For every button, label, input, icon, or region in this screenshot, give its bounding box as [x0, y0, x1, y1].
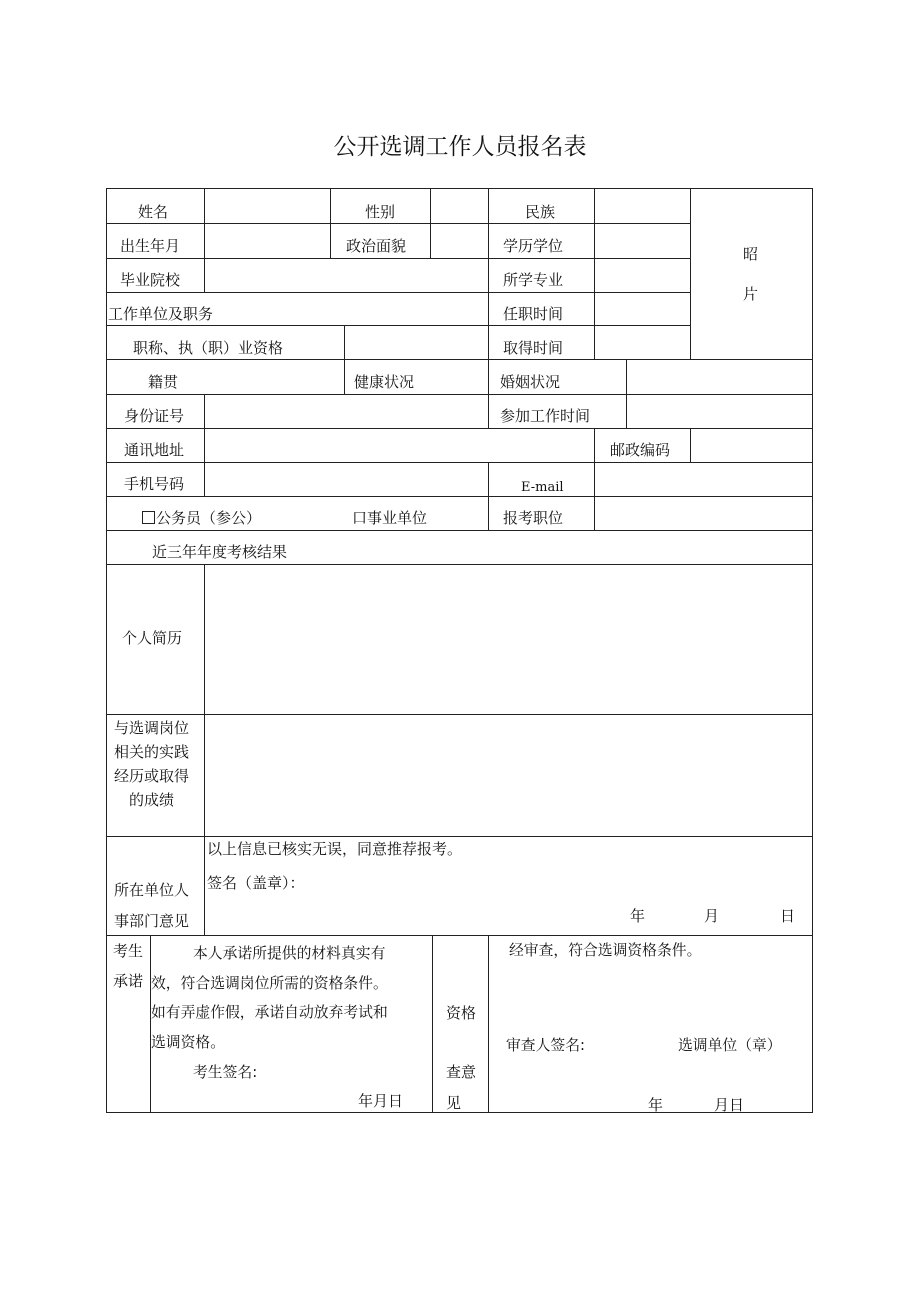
reviewer-signature-label: 审查人签名: — [506, 1037, 585, 1054]
school-field[interactable] — [206, 260, 486, 290]
gender-label: 性别 — [365, 203, 396, 221]
review-monthday-label: 月日 — [714, 1096, 745, 1114]
civil-servant-label: 公务员（参公） — [156, 509, 262, 527]
address-label: 通讯地址 — [124, 441, 185, 459]
id-number-field[interactable] — [206, 396, 486, 426]
education-label: 学历学位 — [503, 237, 564, 255]
title-qual-label: 职称、执（职）业资格 — [133, 339, 284, 357]
resume-field[interactable] — [206, 566, 810, 712]
name-field[interactable] — [206, 190, 328, 221]
photo-label-2: 片 — [743, 285, 759, 303]
related-label-3: 经历或取得 — [114, 767, 190, 785]
page-title: 公开选调工作人员报名表 — [333, 134, 587, 160]
assessment-label: 近三年年度考核结果 — [152, 543, 288, 561]
review-year-label: 年 — [648, 1096, 664, 1114]
hr-signature-label: 签名（盖章）： — [207, 874, 305, 892]
marital-label: 婚姻状况 — [500, 373, 561, 391]
promise-text-1: 本人承诺所提供的材料真实有 — [193, 945, 386, 962]
promise-text-2: 效，符合选调岗位所需的资格条件。 — [151, 975, 388, 992]
promise-date-label: 年月日 — [358, 1092, 404, 1110]
birth-field[interactable] — [206, 225, 328, 256]
employer-field[interactable] — [240, 294, 486, 323]
native-place-label: 籍贯 — [148, 373, 179, 391]
school-label: 毕业院校 — [120, 271, 181, 289]
birth-label: 出生年月 — [120, 237, 181, 255]
related-label-1: 与选调岗位 — [114, 719, 190, 737]
postcode-field[interactable] — [692, 430, 810, 460]
position-label: 报考职位 — [503, 509, 564, 527]
ethnicity-field[interactable] — [596, 190, 688, 221]
resume-label: 个人简历 — [122, 629, 183, 647]
tenure-label: 任职时间 — [503, 305, 564, 323]
political-field[interactable] — [432, 225, 486, 256]
related-field[interactable] — [206, 716, 810, 834]
review-label-3: 见 — [446, 1094, 462, 1112]
tenure-field[interactable] — [596, 294, 688, 323]
mobile-label: 手机号码 — [124, 475, 185, 493]
marital-field[interactable] — [628, 361, 810, 392]
photo-label-1: 昭 — [743, 245, 759, 263]
civil-servant-checkbox[interactable] — [142, 511, 155, 524]
review-label-1: 资格 — [446, 1004, 477, 1022]
promise-text-3: 如有弄虚作假，承诺自动放弃考试和 — [151, 1004, 388, 1021]
ethnicity-label: 民族 — [525, 203, 556, 221]
promise-signature-label: 考生签名: — [193, 1064, 258, 1081]
work-start-label: 参加工作时间 — [500, 407, 591, 425]
employer-label: 工作单位及职务 — [108, 305, 214, 323]
hr-year-label: 年 — [630, 907, 646, 925]
hr-day-label: 日 — [780, 907, 796, 925]
mobile-field[interactable] — [206, 464, 486, 494]
health-label: 健康状况 — [354, 373, 415, 391]
major-field[interactable] — [596, 260, 688, 290]
gender-field[interactable] — [432, 190, 486, 221]
id-number-label: 身份证号 — [124, 407, 185, 425]
hr-label-2: 事部门意见 — [114, 912, 190, 930]
obtained-field[interactable] — [596, 327, 688, 357]
review-label-2: 查意 — [446, 1063, 477, 1081]
work-start-field[interactable] — [628, 396, 810, 426]
related-label-2: 相关的实践 — [114, 743, 190, 761]
postcode-label: 邮政编码 — [610, 441, 671, 459]
email-field[interactable] — [596, 464, 810, 494]
hr-month-label: 月 — [704, 907, 720, 925]
review-text: 经审查，符合选调资格条件。 — [509, 942, 702, 959]
education-field[interactable] — [596, 225, 688, 256]
promise-label-1: 考生 — [113, 942, 144, 960]
related-label-4: 的成绩 — [129, 791, 175, 809]
promise-label-2: 承诺 — [113, 972, 144, 990]
unit-seal-label: 选调单位（章） — [678, 1037, 782, 1054]
position-field[interactable] — [596, 498, 810, 528]
native-place-field[interactable] — [180, 361, 340, 392]
political-label: 政治面貌 — [346, 237, 407, 255]
obtained-label: 取得时间 — [503, 339, 564, 357]
address-field[interactable] — [206, 430, 592, 460]
civil-servant-option[interactable] — [142, 509, 261, 527]
name-label: 姓名 — [138, 203, 169, 221]
hr-label-1: 所在单位人 — [114, 881, 190, 899]
hr-opinion-text: 以上信息已核实无误，同意推荐报考。 — [207, 840, 463, 858]
health-field[interactable] — [422, 361, 486, 392]
email-label: E-mail — [521, 480, 564, 495]
major-label: 所学专业 — [503, 271, 564, 289]
institution-option[interactable]: 口事业单位 — [352, 509, 428, 527]
title-qual-field[interactable] — [346, 327, 486, 357]
promise-text-4: 选调资格。 — [151, 1034, 225, 1051]
